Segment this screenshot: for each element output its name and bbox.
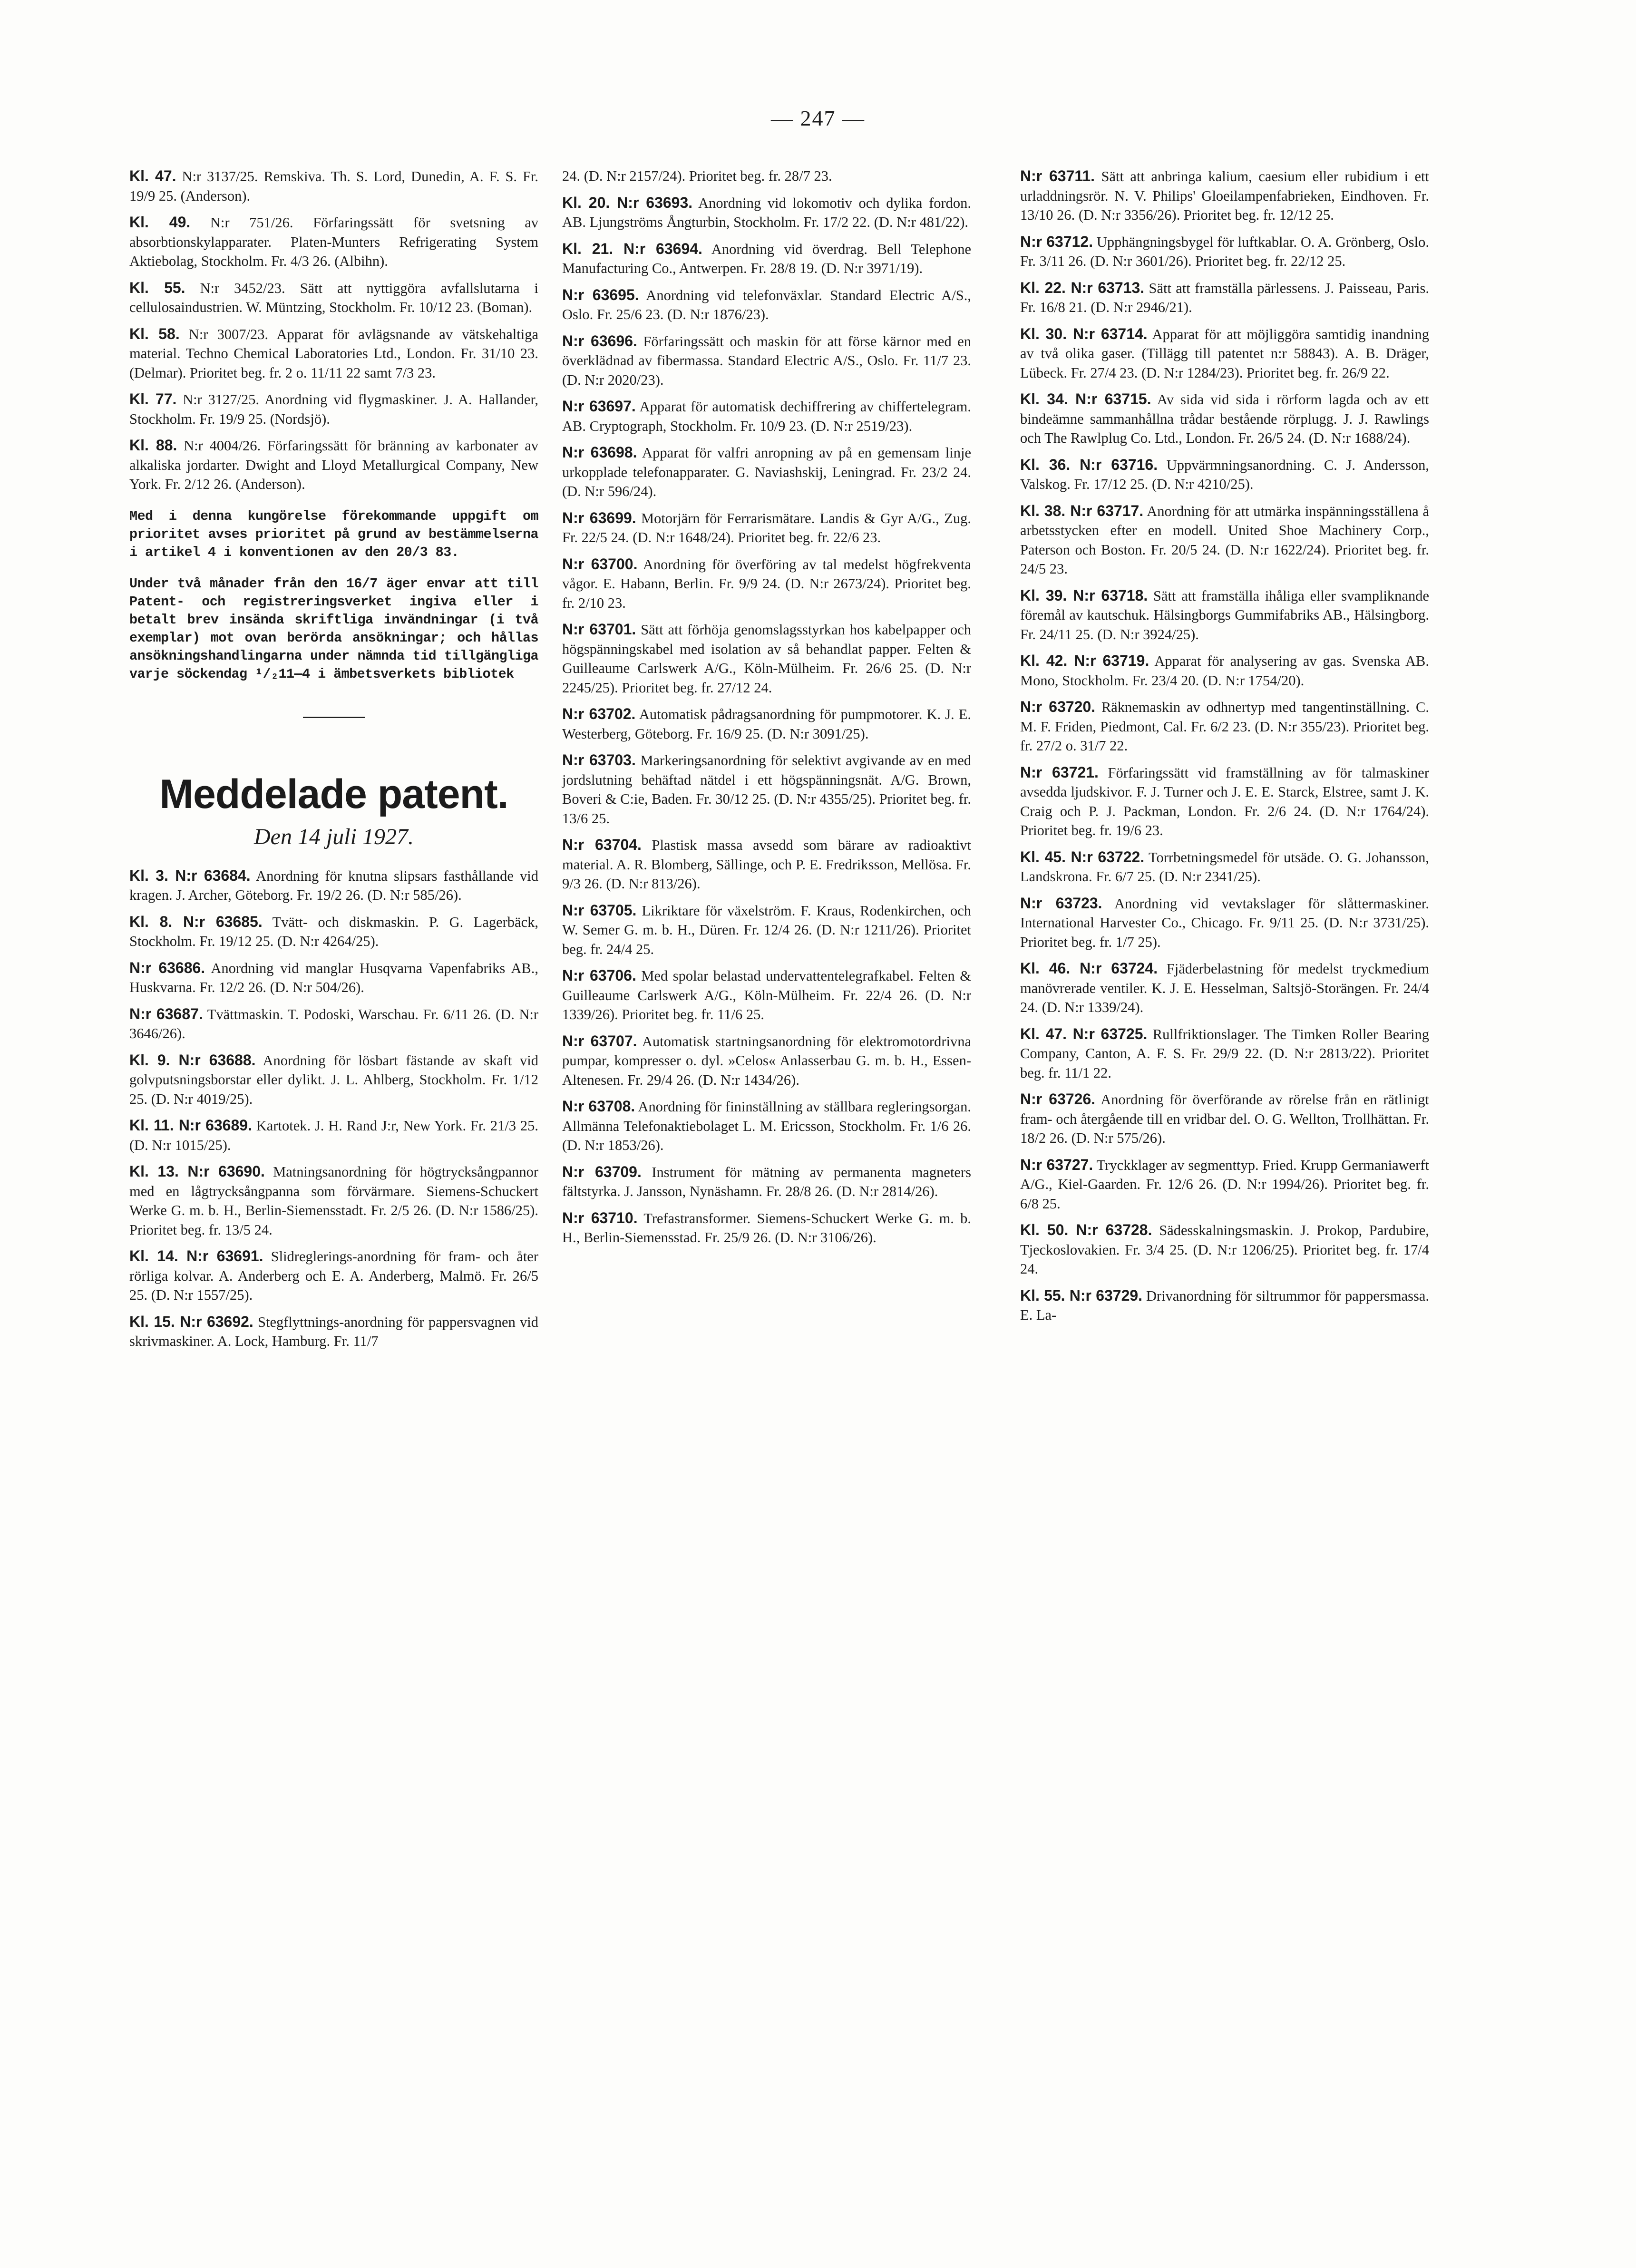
entry-text: Anordning vid telefonväxlar. Standard Electric A/S., Oslo. Fr. 25/6 23. (D. N:r 1876/23). [562,287,972,322]
page-number: — 247 — [771,106,865,130]
entry-text: Rullfriktionslager. The Timken Roller Bearing Company, Canton, A. F. S. Fr. 29/9 22. (D. N:r 2813/22). Prioritet beg. fr. 11/1 22. [1020,1026,1430,1081]
class-label: Kl. 8. [129,913,173,930]
patent-entry [1020,847,1429,886]
entry-text: Apparat för att möjliggöra samtidig inandning av två olika gaser. (Tillägg till patentet n:r 58843). A. B. Dräger, Lübeck. Fr. 27/4 23. (D. N:r 1284/23). Prioritet beg. fr. 26/9 22. [1020,326,1430,381]
class-label: Kl. 88. [129,437,177,454]
entry-text: Anordning vid lokomotiv och dylika fordon. AB. Ljungströms Ångturbin, Stockholm. Fr. 17/2 22. (D. N:r 481/22). [562,195,972,230]
entry-text: Torrbetningsmedel för utsäde. O. G. Johansson, Landskrona. Fr. 6/7 25. (D. N:r 2341/25). [1020,849,1430,885]
application-list [129,166,538,494]
patent-number: N:r 63712. [1020,233,1093,250]
patent-entry [562,835,971,894]
patent-entry [1020,455,1429,494]
patent-number: N:r 63704. [562,836,642,853]
patent-number: N:r 63691. [178,1247,263,1265]
patent-entry [562,285,971,324]
patent-entry [562,750,971,828]
patent-list [562,166,971,1247]
entry-text: Tvätt- och diskmaskin. P. G. Lagerbäck, Stockholm. Fr. 19/12 25. (D. N:r 4264/25). [129,914,538,949]
entry-text: N:r 3137/25. Remskiva. Th. S. Lord, Dunedin, A. F. S. Fr. 19/9 25. (Anderson). [129,168,539,204]
patent-number: N:r 63728. [1068,1221,1152,1238]
class-label: Kl. 11. [129,1117,174,1134]
patent-number: N:r 63686. [129,959,205,976]
entry-text: Tvättmaskin. T. Podoski, Warschau. Fr. 6/11 26. (D. N:r 3646/26). [129,1006,539,1042]
entry-text: Av sida vid sida i rörform lagda och av ett bindeämne sammanhållna trådar bestående rörplugg. J. J. Rawlings och The Rawlplug Co. Ltd., London. Fr. 26/5 24. (D. N:r 1688/24). [1020,391,1430,446]
column-2 [562,166,971,1255]
entry-text: Anordning vid överdrag. Bell Telephone Manufacturing Co., Antwerpen. Fr. 28/8 19. (D. N:r 3971/19). [562,241,972,276]
patent-entry [1020,324,1429,383]
entry-text: Trefastransformer. Siemens-Schuckert Werke G. m. b. H., Berlin-Siemensstad. Fr. 25/9 26. (D. N:r 3106/26). [562,1210,972,1246]
patent-entry [1020,651,1429,690]
patent-number: N:r 63705. [562,901,637,919]
patent-entry [1020,763,1429,840]
entry-text: Förfaringssätt vid framställning av för talmaskiner avsedda ljudskivor. F. J. Turner och J. E. E. Starck, Elstree, samt J. K. Craig och P. J. Packman, London. Fr. 2/6 24. (D. N:r 1764/24). Prioritet beg. fr. 19/6 23. [1020,764,1430,838]
column-3 [1020,166,1429,1332]
entry-text: Anordning för överföring av tal medelst högfrekventa vågor. E. Habann, Berlin. Fr. 9/9 24. (D. N:r 2673/24). Prioritet beg. fr. 2/10 23. [562,556,971,611]
patent-list [129,866,538,1351]
patent-entry [562,443,971,501]
class-label: Kl. 9. [129,1051,170,1069]
patent-number: N:r 63708. [562,1098,635,1115]
entry-text: Slidreglerings-anordning för fram- och åter rörliga kolvar. A. Anderberg och E. A. Anderberg, Malmö. Fr. 26/5 25. (D. N:r 1557/25). [129,1248,538,1303]
entry-text: Räknemaskin av odhnertyp med tangentinställning. C. M. F. Friden, Piedmont, Cal. Fr. 6/2 23. (D. N:r 355/23). Prioritet beg. fr. 27/2 o. 31/7 22. [1020,699,1430,754]
patent-entry [129,436,538,494]
patent-number: N:r 63698. [562,444,637,461]
patent-number: N:r 63709. [562,1163,642,1180]
class-label: Kl. 55. [129,279,185,296]
patent-number: N:r 63717. [1065,502,1144,519]
entry-text: Anordning för lösbart fästande av skaft vid golvputsningsborstar eller dylikt. J. L. Ahlberg, Stockholm. Fr. 1/12 25. (D. N:r 4019/25). [129,1052,539,1107]
entry-text: Plastisk massa avsedd som bärare av radioaktivt material. A. R. Blomberg, Sällinge, och P. E. Fredriksson, Mellösa. Fr. 9/3 26. (D. N:r 813/26). [562,837,972,892]
patent-number: N:r 63719. [1067,652,1149,669]
priority-notice: Med i denna kungörelse förekommande uppgift om prioritet avses prioritet på grund av bestämmelserna i artikel 4 i konventionen av den 20/3 83. [129,508,538,560]
entry-text: Markeringsanordning för selektivt avgivande av en med jordslutning behäftad nätdel i ett högspänningsnät. A/G. Brown, Boveri & C:ie, Baden. Fr. 30/12 25. (D. N:r 4355/25). Prioritet beg. fr. 13/6 25. [562,752,972,827]
patent-entry [1020,166,1429,225]
class-label: Kl. 47. [129,167,176,185]
class-label: Kl. 20. [562,194,610,211]
entry-text: Stegflyttnings-anordning för pappersvagnen vid skrivmaskiner. A. Lock, Hamburg. Fr. 11/7 [129,1314,539,1349]
class-label: Kl. 47. [1020,1025,1067,1042]
patent-entry [129,1004,538,1043]
patent-entry [1020,894,1429,952]
patent-number: N:r 63710. [562,1209,638,1226]
class-label: Kl. 15. [129,1313,175,1330]
entry-text: Sätt att anbringa kalium, caesium eller rubidium i ett urladdningsrör. N. V. Philips' Gloeilampenfabrieken, Eindhoven. Fr. 13/10 26. (D. N:r 3356/26). Prioritet beg. fr. 12/12 25. [1020,168,1429,223]
entry-text: Sätt att framställa ihåliga eller svampliknande föremål av kautschuk. Hälsingborgs Gummifabriks AB., Hälsingborg. Fr. 24/11 25. (D. N:r 3924/25). [1020,587,1430,642]
class-label: Kl. 38. [1020,502,1066,519]
patent-entry [129,958,538,997]
patent-number: N:r 63703. [562,751,636,769]
patent-number: N:r 63722. [1065,848,1145,866]
class-label: Kl. 13. [129,1163,179,1180]
patent-number: N:r 63727. [1020,1156,1093,1173]
entry-text: Matningsanordning för högtrycksångpannor med en lågtrycksångpanna som förvärmare. Siemens-Schuckert Werke G. m. b. H., Berlin-Siemensstadt. Fr. 2/5 26. (D. N:r 1586/25). Prioritet beg. fr. 13/5 24. [129,1164,539,1238]
entry-text: Anordning för knutna slipsars fasthållande vid kragen. J. Archer, Göteborg. Fr. 19/2 26. (D. N:r 585/26). [129,867,539,903]
class-label: Kl. 49. [129,214,191,231]
patent-number: N:r 63687. [129,1005,203,1022]
patent-number: N:r 63688. [170,1051,256,1069]
patent-entry [562,1097,971,1155]
patent-number: N:r 63725. [1067,1025,1148,1042]
patent-number: N:r 63720. [1020,698,1096,715]
entry-text: Instrument för mätning av permanenta magneters fältstyrka. J. Jansson, Nynäshamn. Fr. 28/8 26. (D. N:r 2814/26). [562,1164,971,1199]
patent-entry [562,193,971,232]
entry-text: Med spolar belastad undervattentelegrafkabel. Felten & Guilleaume Carlswerk A/G., Köln-Mülheim. Fr. 22/4 26. (D. N:r 1339/26). Prioritet beg. fr. 11/6 25. [562,968,971,1022]
patent-entry [1020,959,1429,1017]
patent-entry [129,1246,538,1305]
patent-number: N:r 63706. [562,967,636,984]
patent-entry [562,1208,971,1247]
column-1 [129,166,538,1358]
entry-text: Automatisk pådragsanordning för pumpmotorer. K. J. E. Westerberg, Göteborg. Fr. 16/9 25. (D. N:r 3091/25). [562,706,972,742]
patent-entry [129,389,538,428]
patent-entry [129,166,538,205]
entry-text: Kartotek. J. H. Rand J:r, New York. Fr. 21/3 25. (D. N:r 1015/25). [129,1118,539,1153]
class-label: Kl. 21. [562,240,614,257]
patent-number: N:r 63715. [1068,390,1151,408]
entry-text: Anordning för att utmärka inspänningsställena å arbetsstycken efter en modell. United Shoe Machinery Corp., Paterson och Boston. Fr. 20/5 24. (D. N:r 1622/24). Prioritet beg. fr. 24/5 23. [1020,503,1430,577]
patent-number: N:r 63721. [1020,763,1099,781]
patent-entry [1020,501,1429,579]
class-label: Kl. 34. [1020,390,1068,408]
class-label: Kl. 22. [1020,279,1066,296]
class-label: Kl. 42. [1020,652,1068,669]
class-label: Kl. 14. [129,1247,178,1265]
patent-entry [1020,1090,1429,1148]
patent-entry [1020,1220,1429,1279]
patent-entry [1020,1155,1429,1214]
entry-text: Upphängningsbygel för luftkablar. O. A. Grönberg, Oslo. Fr. 3/11 26. (D. N:r 3601/26). Prioritet beg. fr. 22/12 25. [1020,234,1429,269]
patent-entry [129,1116,538,1155]
patent-number: N:r 63707. [562,1032,637,1050]
entry-text: Anordning för överförande av rörelse från en rätlinigt fram- och återgående till en vridbar del. O. G. Wellton, Trollhättan. Fr. 18/2 26. (D. N:r 575/26). [1020,1091,1430,1146]
entry-text: Sädesskalningsmaskin. J. Prokop, Pardubire, Tjeckoslovakien. Fr. 3/4 25. (D. N:r 1206/25). Prioritet beg. fr. 17/4 24. [1020,1222,1430,1277]
patent-number: N:r 63711. [1020,167,1095,185]
entry-text: N:r 751/26. Förfaringssätt för svetsning av absorbtionskylapparater. Platen-Munters Refrigerating System Aktiebolag, Stockholm. Fr. 4/3 26. (Albihn). [129,214,539,269]
patent-entry [562,1162,971,1201]
patent-number: N:r 63692. [175,1313,253,1330]
class-label: Kl. 39. [1020,586,1067,604]
entry-text: Sätt att framställa pärlessens. J. Paisseau, Paris. Fr. 16/8 21. (D. N:r 2946/21). [1020,280,1429,315]
patent-entry [1020,278,1429,317]
patent-number: N:r 63702. [562,705,636,722]
patent-number: N:r 63716. [1070,456,1158,473]
patent-number: N:r 63718. [1067,586,1148,604]
patent-number: N:r 63697. [562,398,636,415]
entry-text: Fjäderbelastning för medelst tryckmedium manövrerade ventiler. K. J. E. Hesselman, Saltsjö-Storängen. Fr. 24/4 24. (D. N:r 1339/24). [1020,961,1430,1015]
patent-entry [1020,389,1429,448]
patent-number: N:r 63689. [174,1117,252,1134]
patent-number: N:r 63695. [562,286,639,303]
patent-entry [562,966,971,1024]
entry-text: Anordning för fininställning av ställbara regleringsorgan. Allmänna Telefonaktiebolaget L. M. Ericsson, Stockholm. Fr. 1/6 26. (D. N:r 1853/26). [562,1099,972,1153]
patent-number: N:r 63690. [178,1163,265,1180]
patent-number: N:r 63726. [1020,1090,1096,1108]
patent-number: N:r 63723. [1020,894,1102,912]
entry-text: N:r 3007/23. Apparat för avlägsnande av vätskehaltiga material. Techno Chemical Laboratories Ltd., London. Fr. 31/10 23. (Delmar). Prioritet beg. fr. 2 o. 11/11 22 samt 7/3 23. [129,326,539,381]
patent-number: N:r 63700. [562,555,638,573]
entry-text: Anordning vid manglar Husqvarna Vapenfabriks AB., Huskvarna. Fr. 12/2 26. (D. N:r 504/26). [129,960,539,995]
entry-text: N:r 3452/23. Sätt att nyttiggöra avfallslutarna i cellulosaindustrien. W. Müntzing, Stockholm. Fr. 10/12 23. (Boman). [129,280,538,315]
patent-number: N:r 63701. [562,621,636,638]
patent-number: N:r 63724. [1070,960,1158,977]
entry-text: Anordning vid vevtakslager för slåttermaskiner. International Harvester Co., Chicago. Fr. 9/11 25. (D. N:r 3731/25). Prioritet beg. fr. 1/7 25). [1020,895,1430,950]
entry-text: 24. (D. N:r 2157/24). Prioritet beg. fr. 28/7 23. [562,168,832,184]
patent-entry [129,1051,538,1109]
entry-text: Apparat för valfri anropning av på en gemensam linje urkopplade telefonapparater. G. Naviashskij, Leningrad. Fr. 23/2 24. (D. N:r 596/24). [562,445,971,499]
patent-entry [562,331,971,390]
patent-number: N:r 63693. [610,194,693,211]
entry-text: Tryckklager av segmenttyp. Fried. Krupp Germaniawerft A/G., Kiel-Gaarden. Fr. 12/6 26. (D. N:r 1994/26). Prioritet beg. fr. 6/8 25. [1020,1157,1429,1212]
class-label: Kl. 45. [1020,848,1066,866]
patent-entry [562,704,971,743]
patent-number: N:r 63685. [172,913,263,930]
class-label: Kl. 58. [129,325,180,342]
patent-entry [562,397,971,436]
entry-text: Apparat för analysering av gas. Svenska AB. Mono, Stockholm. Fr. 23/4 20. (D. N:r 1754/20). [1020,653,1429,689]
patent-number: N:r 63714. [1067,325,1148,342]
patent-entry [1020,1286,1429,1325]
section-date: Den 14 juli 1927. [254,824,414,849]
patent-entry [1020,586,1429,644]
patent-number: N:r 63684. [168,866,251,884]
patent-entry [129,1312,538,1351]
patent-entry [562,555,971,613]
objection-notice: Under två månader från den 16/7 äger envar att till Patent- och registreringsverket ingiva eller i betalt brev insända skriftliga invändningar (i två exemplar) mot ovan berörda ansökningar; och hållas ansökningshandlingarna under nämnda tid tillgängliga varje söckendag ¹/₂11—4 i ämbetsverkets bibliotek [129,575,538,682]
entry-text: Sätt att förhöja genomslagsstyrkan hos kabelpapper och högspänningskabel med isolation av så behandlat papper. Felten & Guilleaume Carlswerk A/G., Köln-Mülheim. Fr. 26/6 25. (D. N:r 2245/25). Prioritet beg. fr. 27/12 24. [562,622,972,696]
entry-text: Apparat för automatisk dechiffrering av chiffertelegram. AB. Cryptograph, Stockholm. Fr. 10/9 23. (D. N:r 2519/23). [562,399,971,434]
patent-entry [129,278,538,317]
patent-entry [562,901,971,959]
class-label: Kl. 55. [1020,1286,1065,1304]
patent-entry [129,912,538,951]
patent-entry [129,1162,538,1239]
class-label: Kl. 30. [1020,325,1067,342]
patent-list [1020,166,1429,1325]
patent-entry [562,620,971,697]
class-label: Kl. 77. [129,390,177,408]
patent-entry [1020,697,1429,756]
patent-entry [562,166,971,186]
patent-entry [129,324,538,383]
entry-text: Förfaringssätt och maskin för att förse kärnor med en överklädnad av fibermassa. Standard Electric A/S., Oslo. Fr. 11/7 23. (D. N:r 2020/23). [562,333,971,388]
class-label: Kl. 46. [1020,960,1071,977]
patent-entry [562,239,971,278]
patent-entry [1020,1024,1429,1083]
class-label: Kl. 50. [1020,1221,1069,1238]
section-title: Meddelade patent. [159,771,508,817]
class-label: Kl. 3. [129,866,168,884]
patent-entry [562,508,971,547]
patent-number: N:r 63696. [562,332,637,350]
entry-text: Uppvärmningsanordning. C. J. Andersson, Valskog. Fr. 17/12 25. (D. N:r 4210/25). [1020,457,1430,492]
patent-number: N:r 63694. [613,240,702,257]
patent-entry [129,866,538,905]
class-label: Kl. 36. [1020,456,1071,473]
patent-entry [562,1032,971,1090]
entry-text: Likriktare för växelström. F. Kraus, Rodenkirchen, och W. Semer G. m. b. H., Düren. Fr. 12/4 26. (D. N:r 1211/26). Prioritet beg. fr. 24/4 25. [562,902,971,957]
section-divider [303,717,365,718]
patent-number: N:r 63699. [562,509,636,526]
entry-text: N:r 3127/25. Anordning vid flygmaskiner. J. A. Hallander, Stockholm. Fr. 19/9 25. (Nordsjö). [129,391,539,427]
patent-number: N:r 63729. [1065,1286,1143,1304]
entry-text: Motorjärn för Ferrarismätare. Landis & Gyr A/G., Zug. Fr. 22/5 24. (D. N:r 1648/24). Prioritet beg. fr. 22/6 23. [562,510,971,545]
patent-entry [1020,232,1429,271]
entry-text: Drivanordning för siltrummor för pappersmassa. E. La- [1020,1287,1430,1323]
patent-number: N:r 63713. [1065,279,1145,296]
entry-text: N:r 4004/26. Förfaringssätt för bränning av karbonater av alkaliska jordarter. Dwight and Lloyd Metallurgical Company, New York. Fr. 2/12 26. (Anderson). [129,438,538,492]
entry-text: Automatisk startningsanordning för elektromotordrivna pumpar, kompresser o. dyl. »Celos« Anlasserbau G. m. b. H., Essen-Altenesen. Fr. 29/4 26. (D. N:r 1434/26). [562,1033,971,1088]
patent-entry [129,213,538,271]
